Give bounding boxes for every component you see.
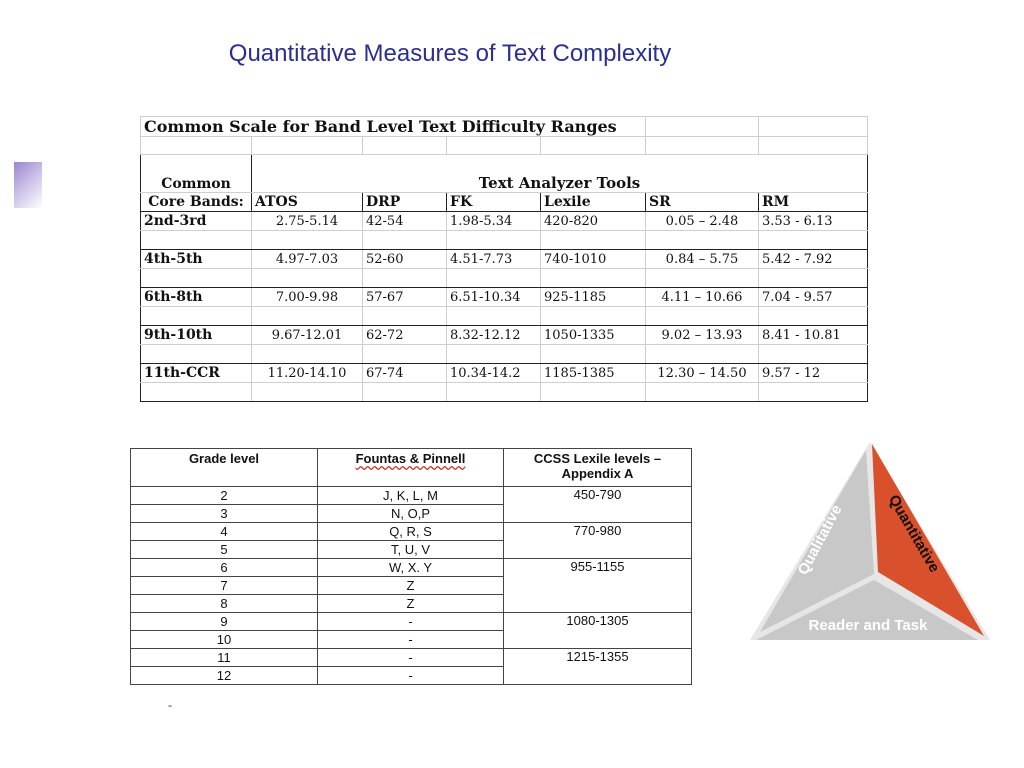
fp-cell: - [318,613,504,631]
drp-cell: 67-74 [363,364,447,383]
lexile-cell: 1215-1355 [504,649,692,685]
fp-cell: - [318,649,504,667]
header-fountas-pinnell: Fountas & Pinnell [318,449,504,487]
lexile-cell: 1050-1335 [541,326,646,345]
band-label-line1: Common [141,155,252,193]
fk-cell: 1.98-5.34 [447,212,541,231]
table-row [131,487,692,505]
lexile-cell: 420-820 [541,212,646,231]
table-row [141,212,868,231]
table-row [131,613,692,631]
fp-cell: N, O,P [318,505,504,523]
fp-cell: Z [318,577,504,595]
band-label-line2: Core Bands: [141,193,252,212]
slide-title: Quantitative Measures of Text Complexity [228,40,672,67]
atos-cell: 11.20-14.10 [252,364,363,383]
table-row [131,559,692,577]
table-row [131,523,692,541]
col-sr: SR [646,193,759,212]
fp-cell: J, K, L, M [318,487,504,505]
lexile-cell: 770-980 [504,523,692,559]
rm-cell: 7.04 - 9.57 [759,288,868,307]
text-complexity-triangle [748,440,992,644]
fp-cell: Q, R, S [318,523,504,541]
sr-cell: 12.30 – 14.50 [646,364,759,383]
grade-cell: 2 [131,487,318,505]
fk-cell: 6.51-10.34 [447,288,541,307]
grade-cell: 12 [131,667,318,685]
lexile-cell: 1185-1385 [541,364,646,383]
sr-cell: 9.02 – 13.93 [646,326,759,345]
grade-cell: 4 [131,523,318,541]
col-atos: ATOS [252,193,363,212]
lexile-cell: 1080-1305 [504,613,692,649]
grade-cell: 3 [131,505,318,523]
drp-cell: 52-60 [363,250,447,269]
col-fk: FK [447,193,541,212]
atos-cell: 4.97-7.03 [252,250,363,269]
tools-heading: Text Analyzer Tools [252,155,868,193]
grade-level-table [130,448,692,685]
footnote-dash: - [168,698,172,712]
drp-cell: 42-54 [363,212,447,231]
band-cell: 9th-10th [141,326,252,345]
fp-cell: - [318,631,504,649]
sr-cell: 0.05 – 2.48 [646,212,759,231]
rm-cell: 8.41 - 10.81 [759,326,868,345]
table-row [131,649,692,667]
rm-cell: 3.53 - 6.13 [759,212,868,231]
grade-cell: 7 [131,577,318,595]
fk-cell: 8.32-12.12 [447,326,541,345]
table1-heading: Common Scale for Band Level Text Difficulty Ranges [141,117,646,137]
rm-cell: 9.57 - 12 [759,364,868,383]
col-drp: DRP [363,193,447,212]
band-cell: 2nd-3rd [141,212,252,231]
band-cell: 4th-5th [141,250,252,269]
table-row [141,288,868,307]
table-row [141,364,868,383]
lexile-cell: 740-1010 [541,250,646,269]
table-row [141,250,868,269]
header-ccss-lexile: CCSS Lexile levels – Appendix A [504,449,692,487]
fk-cell: 4.51-7.73 [447,250,541,269]
atos-cell: 7.00-9.98 [252,288,363,307]
quantitative-label: Quantitative [884,491,943,576]
fp-cell: W, X. Y [318,559,504,577]
fp-cell: T, U, V [318,541,504,559]
sr-cell: 4.11 – 10.66 [646,288,759,307]
drp-cell: 57-67 [363,288,447,307]
grade-cell: 8 [131,595,318,613]
grade-cell: 6 [131,559,318,577]
grade-cell: 5 [131,541,318,559]
col-rm: RM [759,193,868,212]
rm-cell: 5.42 - 7.92 [759,250,868,269]
drp-cell: 62-72 [363,326,447,345]
col-lexile: Lexile [541,193,646,212]
fp-cell: - [318,667,504,685]
lexile-cell: 925-1185 [541,288,646,307]
atos-cell: 2.75-5.14 [252,212,363,231]
lexile-cell: 955-1155 [504,559,692,613]
qualitative-label: Qualitative [794,502,846,578]
header-grade-level: Grade level [131,449,318,487]
decorative-gradient-square [14,162,42,208]
table-row [141,326,868,345]
grade-cell: 11 [131,649,318,667]
fp-cell: Z [318,595,504,613]
band-cell: 11th-CCR [141,364,252,383]
grade-cell: 9 [131,613,318,631]
atos-cell: 9.67-12.01 [252,326,363,345]
band-level-table [140,116,868,402]
band-cell: 6th-8th [141,288,252,307]
lexile-cell: 450-790 [504,487,692,523]
reader-task-label: Reader and Task [808,617,928,634]
sr-cell: 0.84 – 5.75 [646,250,759,269]
fk-cell: 10.34-14.2 [447,364,541,383]
grade-cell: 10 [131,631,318,649]
